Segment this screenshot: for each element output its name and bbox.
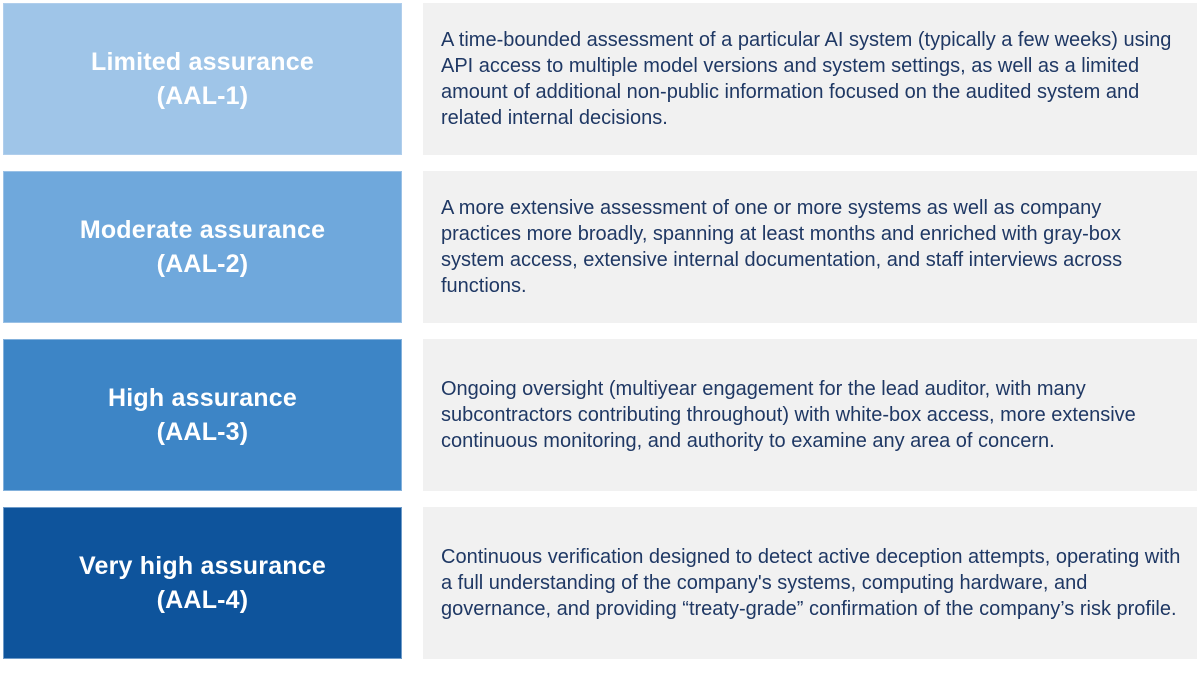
assurance-level-code: (AAL-1) (156, 82, 249, 110)
assurance-level-box (3, 3, 402, 155)
assurance-row (3, 507, 1197, 659)
assurance-description-box (423, 507, 1197, 659)
assurance-description-box (423, 339, 1197, 491)
assurance-level-code: (AAL-2) (156, 250, 249, 278)
assurance-description: Continuous verification designed to detect active deception attempts, operating with a full understanding of the company's systems, computing hardware, and governance, and providing “treaty-grade” confirmation of the company’s risk profile. (441, 546, 1181, 620)
assurance-level-box (3, 171, 402, 323)
assurance-level-title: Very high assurance (79, 552, 326, 580)
assurance-description: Ongoing oversight (multiyear engagement for the lead auditor, with many subcontractors contributing throughout) with white-box access, more extensive continuous monitoring, and authority to examine any area of concern. (441, 378, 1136, 452)
assurance-level-title: Limited assurance (91, 48, 314, 76)
assurance-description-box (423, 3, 1197, 155)
assurance-description-box (423, 171, 1197, 323)
assurance-description: A time-bounded assessment of a particular AI system (typically a few weeks) using API access to multiple model versions and system settings, as well as a limited amount of additional non-public information focused on the audited system and related internal decisions. (441, 29, 1172, 129)
assurance-description: A more extensive assessment of one or more systems as well as company practices more broadly, spanning at least months and enriched with gray-box system access, extensive internal documentation, and staff interviews across functions. (441, 197, 1123, 297)
assurance-level-code: (AAL-3) (156, 418, 249, 446)
assurance-row (3, 339, 1197, 491)
assurance-level-box (3, 339, 402, 491)
assurance-level-box (3, 507, 402, 659)
assurance-level-title: Moderate assurance (79, 216, 326, 244)
assurance-level-code: (AAL-4) (156, 586, 249, 614)
assurance-level-title: High assurance (108, 384, 297, 412)
assurance-row (3, 3, 1197, 155)
assurance-row (3, 171, 1197, 323)
